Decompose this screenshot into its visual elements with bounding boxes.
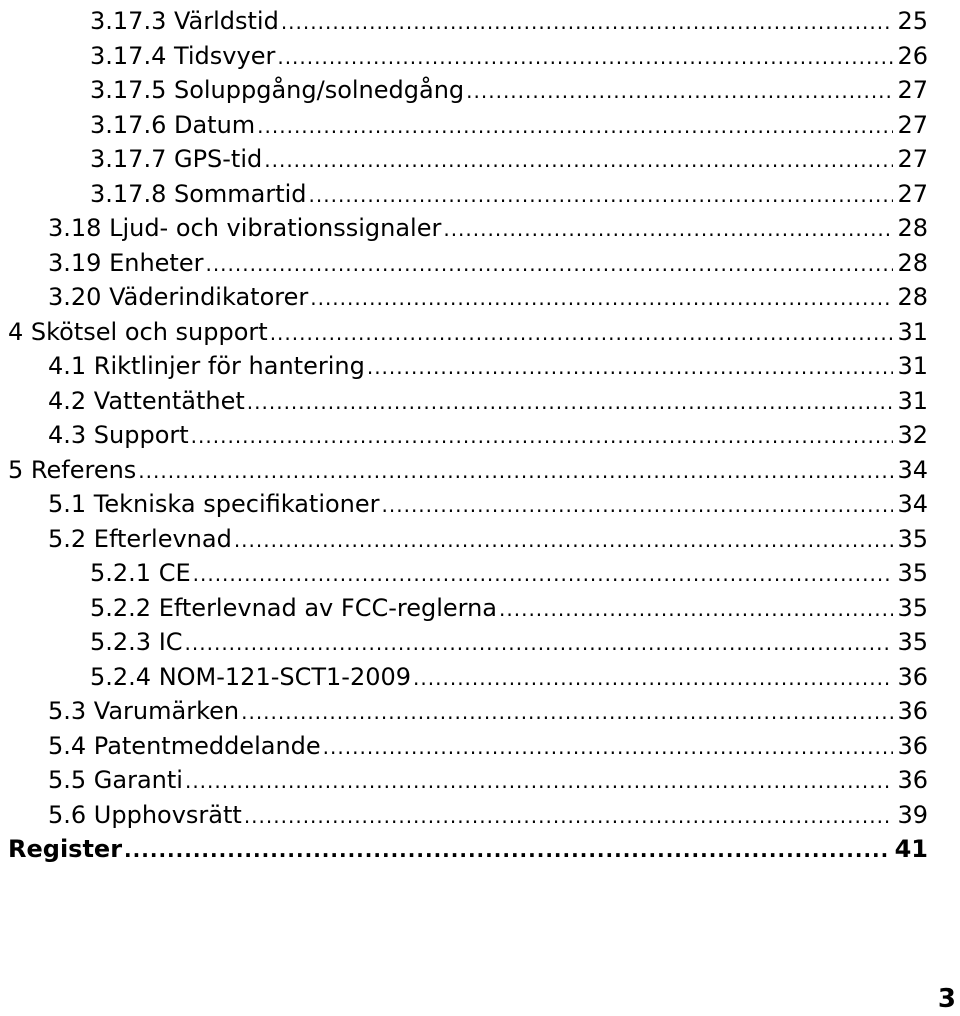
toc-entry-page: 35: [897, 559, 928, 587]
toc-entry-title: 5.2 Efterlevnad: [48, 524, 232, 553]
toc-entry[interactable]: [48, 418, 928, 452]
toc-entry[interactable]: [90, 591, 928, 625]
toc-leader-dots: [499, 592, 893, 626]
toc-entry[interactable]: [90, 660, 928, 694]
toc-entry-title: 3.17.7 GPS-tid: [90, 145, 263, 173]
toc-entry-title: Register: [8, 835, 123, 863]
toc-entry-page: 36: [897, 662, 928, 691]
toc-entry-title: 5.4 Patentmeddelande: [48, 731, 321, 760]
toc-leader-dots: [466, 74, 893, 108]
toc-entry-title: 4.3 Support: [48, 421, 189, 449]
toc-entry-title: 3.17.4 Tidsvyer: [90, 41, 276, 70]
toc-leader-dots: [185, 764, 893, 798]
toc-leader-dots: [257, 109, 893, 143]
toc-entry-page: 31: [897, 386, 928, 415]
toc-entry[interactable]: [48, 487, 928, 521]
toc-entry-page: 27: [897, 110, 928, 139]
toc-entry-page: 31: [897, 352, 928, 380]
toc-leader-dots: [247, 385, 894, 419]
toc-entry-title: 4 Skötsel och support: [8, 317, 268, 346]
toc-leader-dots: [323, 730, 894, 764]
toc-entry-title: 5.2.3 IC: [90, 628, 183, 656]
toc-entry[interactable]: [8, 453, 928, 487]
toc-entry[interactable]: [90, 556, 928, 590]
toc-entry-title: 3.19 Enheter: [48, 248, 204, 277]
toc-entry-title: 5.2.1 CE: [90, 559, 191, 587]
toc-entry-page: 41: [894, 835, 928, 863]
toc-leader-dots: [185, 626, 894, 660]
toc-entry[interactable]: [8, 315, 928, 349]
toc-entry-title: 4.2 Vattentäthet: [48, 386, 245, 415]
toc-entry-page: 36: [897, 697, 928, 725]
toc-entry[interactable]: [48, 211, 928, 245]
toc-entry-page: 27: [897, 76, 928, 104]
toc-entry-page: 31: [897, 317, 928, 346]
toc-leader-dots: [244, 799, 894, 833]
toc-leader-dots: [413, 661, 893, 695]
toc-leader-dots: [382, 488, 894, 522]
toc-entry[interactable]: [90, 625, 928, 659]
toc-entry-page: 34: [897, 455, 928, 484]
toc-entry[interactable]: [90, 39, 928, 73]
toc-entry-title: 3.18 Ljud- och vibrationssignaler: [48, 214, 442, 242]
toc-entry[interactable]: [48, 280, 928, 314]
page-number: 3: [937, 984, 956, 1014]
toc-leader-dots: [234, 523, 894, 557]
toc-leader-dots: [124, 833, 891, 867]
toc-leader-dots: [205, 247, 893, 281]
toc-leader-dots: [241, 695, 893, 729]
toc-entry[interactable]: [48, 384, 928, 418]
toc-entry[interactable]: [90, 177, 928, 211]
toc-entry-title: 5.2.4 NOM-121-SCT1-2009: [90, 662, 412, 691]
toc-entry-title: 3.17.8 Sommartid: [90, 179, 307, 208]
toc-entry-title: 5 Referens: [8, 455, 137, 484]
toc-leader-dots: [193, 557, 894, 591]
toc-entry[interactable]: [48, 694, 928, 728]
toc-leader-dots: [277, 40, 893, 74]
toc-entry-page: 35: [897, 628, 928, 656]
toc-entry-title: 5.3 Varumärken: [48, 697, 240, 725]
toc-leader-dots: [443, 212, 893, 246]
toc-entry-title: 3.20 Väderindikatorer: [48, 283, 309, 311]
toc-entry-page: 27: [897, 179, 928, 208]
toc-entry-page: 36: [897, 766, 928, 794]
toc-entry[interactable]: [90, 142, 928, 176]
toc-entry-page: 28: [897, 283, 928, 311]
toc-entry[interactable]: [90, 73, 928, 107]
toc-leader-dots: [367, 350, 894, 384]
toc-entry[interactable]: [90, 4, 928, 38]
toc-entry-title: 5.5 Garanti: [48, 766, 183, 794]
toc-entry[interactable]: [48, 729, 928, 763]
toc-leader-dots: [281, 5, 894, 39]
toc-entry-page: 27: [897, 145, 928, 173]
toc-entry-title: 5.6 Upphovsrätt: [48, 800, 242, 829]
toc-entry[interactable]: [48, 798, 928, 832]
toc-entry-title: 3.17.6 Datum: [90, 110, 256, 139]
toc-leader-dots: [264, 143, 893, 177]
toc-entry-page: 34: [897, 490, 928, 518]
toc-entry-title: 3.17.5 Soluppgång/solnedgång: [90, 76, 465, 104]
toc-entry-page: 35: [897, 593, 928, 622]
toc-entry-title: 3.17.3 Världstid: [90, 7, 279, 35]
toc-entry-page: 32: [897, 421, 928, 449]
toc-entry-page: 28: [897, 248, 928, 277]
toc-entry[interactable]: [48, 246, 928, 280]
toc-leader-dots: [191, 419, 894, 453]
toc-leader-dots: [310, 281, 893, 315]
toc-entry[interactable]: [8, 832, 928, 866]
toc-leader-dots: [309, 178, 894, 212]
toc-entry-title: 5.1 Tekniska specifikationer: [48, 490, 380, 518]
toc-leader-dots: [270, 316, 894, 350]
toc-entry-title: 5.2.2 Efterlevnad av FCC-reglerna: [90, 593, 498, 622]
toc-entry-page: 35: [897, 524, 928, 553]
toc-entry[interactable]: [90, 108, 928, 142]
toc-entry-page: 26: [897, 41, 928, 70]
toc-entry[interactable]: [48, 763, 928, 797]
toc-entry-page: 39: [897, 800, 928, 829]
toc-entry-page: 28: [897, 214, 928, 242]
toc-entry[interactable]: [48, 349, 928, 383]
toc-entry-page: 25: [897, 7, 928, 35]
toc-leader-dots: [138, 454, 893, 488]
toc-entry-page: 36: [897, 731, 928, 760]
toc-entry[interactable]: [48, 522, 928, 556]
toc-entry-title: 4.1 Riktlinjer för hantering: [48, 352, 365, 380]
